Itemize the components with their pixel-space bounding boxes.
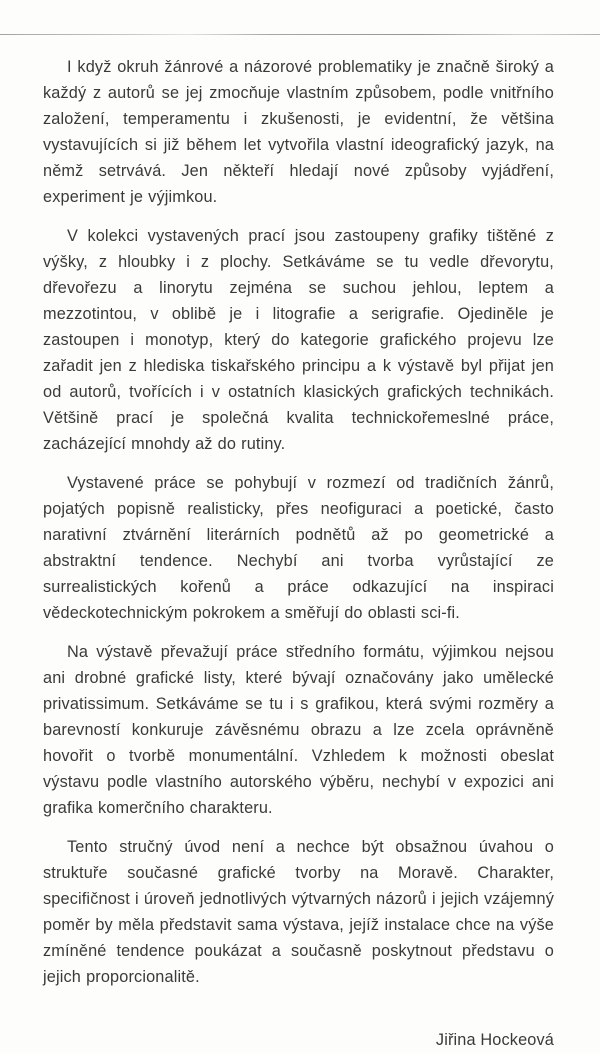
- body-text-block: [43, 54, 554, 1053]
- paragraph-5: Tento stručný úvod není a nechce být obsažnou úvahou o struktuře současné grafické tvorby na Moravě. Charakter, specifičnost i úroveň jednotlivých výtvarných názorů i jejich vzájemný poměr by měla představit sama výstava, jejíž instalace chce na výše zmíněné tendence poukázat a současně poskytnout představu o jejich proporcionalitě.: [43, 838, 554, 986]
- author-signature: Jiřina Hockeová: [435, 1031, 554, 1049]
- paragraph-1: I když okruh žánrové a názorové problematiky je značně široký a každý z autorů se jej zmocňuje vlastním způsobem, podle vnitřního založení, temperamentu i zkušenosti, je evidentní, že většina vystavujících si již během let vytvořila vlastní ideografický jazyk, na němž setrvává. Jen někteří hledají nové způsoby vyjádření, experiment je výjimkou.: [43, 58, 554, 206]
- paragraph-2: V kolekci vystavených prací jsou zastoupeny grafiky tištěné z výšky, z hloubky i z plochy. Setkáváme se tu vedle dřevorytu, dřevořezu a linorytu zejména se suchou jehlou, leptem a mezzotintou, v oblibě je i litografie a serigrafie. Ojediněle je zastoupen i monotyp, který do kategorie grafického projevu lze zařadit jen z hlediska tiskařského principu a k výstavě byl přijat jen od autorů, tvořících i v ostatních klasických grafických technikách. Většině prací je společná kvalita technickořemeslné práce, zacházející mnohdy až do rutiny.: [43, 227, 554, 453]
- paragraph-3: Vystavené práce se pohybují v rozmezí od tradičních žánrů, pojatých popisně realisticky, přes neofiguraci a poetické, často narativní ztvárnění literárních podnětů až po geometrické a abstraktní tendence. Nechybí ani tvorba vyrůstající ze surrealistických kořenů a práce odkazující na inspiraci vědeckotechnickým pokrokem a směřují do oblasti sci-fi.: [43, 474, 554, 622]
- scan-edge-line: [0, 34, 600, 35]
- paragraph-4: Na výstavě převažují práce středního formátu, výjimkou nejsou ani drobné grafické listy, které bývají označovány jako umělecké privatissimum. Setkáváme se tu i s grafikou, která svými rozměry a barevností konkuruje závěsnému obrazu a lze zcela oprávněně hovořit o tvorbě monumentální. Vzhledem k možnosti obeslat výstavu podle vlastního autorského výběru, nechybí v expozici ani grafika komerčního charakteru.: [43, 643, 554, 817]
